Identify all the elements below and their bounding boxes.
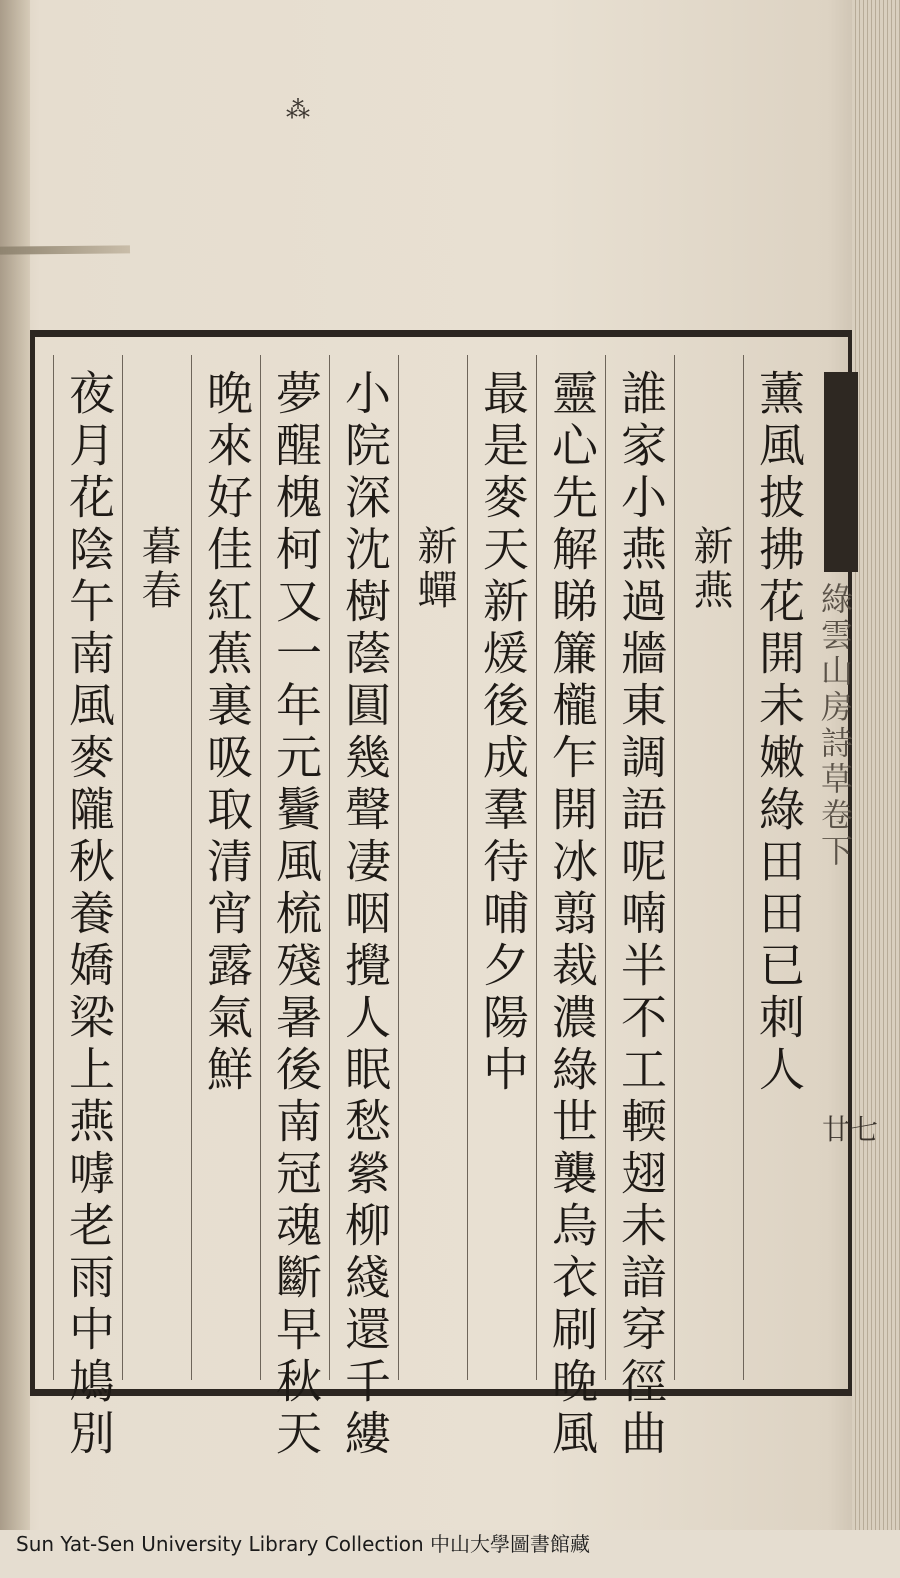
poem-title: 新蟬 bbox=[411, 525, 457, 613]
verse-line: 薰風披拂花開未嫩綠田田已刺人 bbox=[752, 369, 806, 1097]
verse-line: 靈心先解睇簾櫳乍開冰翦裁濃綠世襲烏衣刷晚風 bbox=[545, 369, 599, 1461]
poem-title-column bbox=[398, 355, 464, 1380]
text-column bbox=[467, 355, 533, 1380]
text-column bbox=[536, 355, 602, 1461]
poem-title: 新燕 bbox=[687, 525, 733, 613]
folio-number: 廿七 bbox=[822, 1113, 879, 1146]
collection-credit: Sun Yat-Sen University Library Collection 中山大學圖書館藏 bbox=[16, 1532, 591, 1556]
verse-line: 夢醒槐柯又一年元鬢風梳殘暑後南冠魂斷早秋天 bbox=[269, 369, 323, 1461]
text-column bbox=[53, 355, 119, 1461]
verse-line: 誰家小燕過牆東調語呢喃半不工輭翅未諳穿徑曲 bbox=[614, 369, 668, 1461]
paper-tear bbox=[0, 245, 130, 254]
verse-line: 最是麥天新煖後成羣待哺夕陽中 bbox=[476, 369, 530, 1097]
verse-line: 晚來好佳紅蕉裏吸取清宵露氣鮮 bbox=[200, 369, 254, 1097]
verse-line: 小院深沈樹蔭圓幾聲凄咽攪人眠愁縈柳綫還千縷 bbox=[338, 369, 392, 1461]
fishtail-mark bbox=[824, 372, 858, 572]
poem-title-column bbox=[674, 355, 740, 1380]
text-column bbox=[605, 355, 671, 1461]
banner-title: 綠雲山房詩草卷下 bbox=[816, 582, 854, 870]
poem-title: 暮春 bbox=[135, 525, 181, 613]
ink-stain: ⁂ bbox=[286, 96, 310, 124]
binding-edge bbox=[0, 0, 30, 1530]
text-column bbox=[191, 355, 257, 1380]
banner bbox=[810, 372, 862, 1072]
text-column bbox=[260, 355, 326, 1461]
verse-line: 夜月花陰午南風麥隴秋養嬌梁上燕嘑老雨中鳩別 bbox=[62, 369, 116, 1461]
poem-title-column bbox=[122, 355, 188, 1380]
text-column bbox=[743, 355, 809, 1380]
text-column bbox=[329, 355, 395, 1461]
